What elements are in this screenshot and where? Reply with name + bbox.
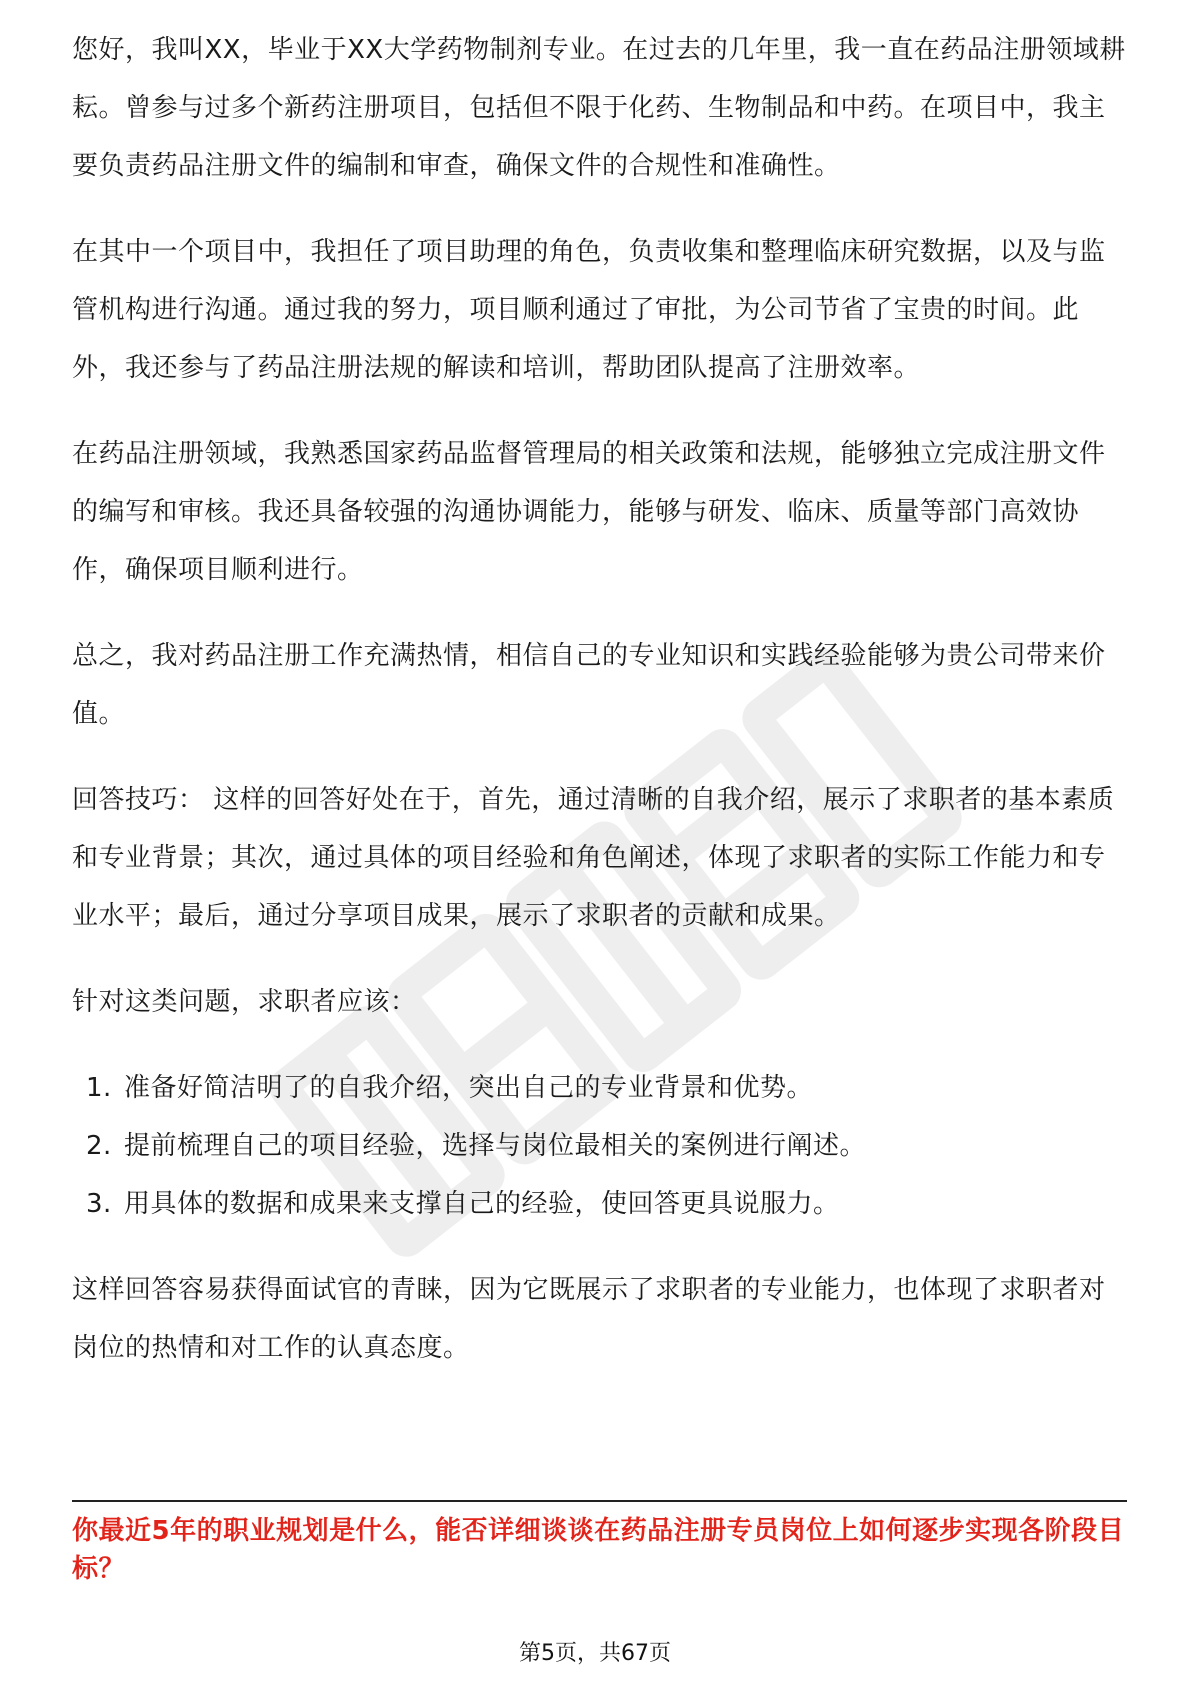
advice-list bbox=[72, 1059, 1127, 1233]
paragraph-closing: 这样回答容易获得面试官的青睐，因为它既展示了求职者的专业能力，也体现了求职者对岗位的热情和对工作的认真态度。 bbox=[72, 1275, 1106, 1363]
list-item: 3. 用具体的数据和成果来支撑自己的经验，使回答更具说服力。 bbox=[86, 1189, 840, 1219]
list-item: 2. 提前梳理自己的项目经验，选择与岗位最相关的案例进行阐述。 bbox=[86, 1131, 867, 1161]
paragraph-advice-lead: 针对这类问题，求职者应该： bbox=[72, 987, 417, 1017]
interview-question-heading: 你最近5年的职业规划是什么，能否详细谈谈在药品注册专员岗位上如何逐步实现各阶段目标？ bbox=[72, 1516, 1125, 1584]
paragraph-project-role: 在其中一个项目中，我担任了项目助理的角色，负责收集和整理临床研究数据，以及与监管机构进行沟通。通过我的努力，项目顺利通过了审批，为公司节省了宝贵的时间。此外，我还参与了药品注册法规的解读和培训，帮助团队提高了注册效率。 bbox=[72, 237, 1106, 383]
list-item: 1. 准备好简洁明了的自我介绍，突出自己的专业背景和优势。 bbox=[86, 1073, 814, 1103]
section-divider bbox=[72, 1500, 1127, 1502]
page-number: 第5页，共67页 bbox=[519, 1641, 671, 1666]
main-content bbox=[72, 0, 1127, 1405]
paragraph-expertise: 在药品注册领域，我熟悉国家药品监督管理局的相关政策和法规，能够独立完成注册文件的编写和审核。我还具备较强的沟通协调能力，能够与研发、临床、质量等部门高效协作，确保项目顺利进行。 bbox=[72, 439, 1106, 585]
paragraph-summary: 总之，我对药品注册工作充满热情，相信自己的专业知识和实践经验能够为贵公司带来价值。 bbox=[72, 641, 1106, 729]
paragraph-answer-tips: 回答技巧： 这样的回答好处在于，首先，通过清晰的自我介绍，展示了求职者的基本素质和专业背景；其次，通过具体的项目经验和角色阐述，体现了求职者的实际工作能力和专业水平；最后，通过分享项目成果，展示了求职者的贡献和成果。 bbox=[72, 785, 1115, 931]
paragraph-intro: 您好，我叫XX，毕业于XX大学药物制剂专业。在过去的几年里，我一直在药品注册领域耕耘。曾参与过多个新药注册项目，包括但不限于化药、生物制品和中药。在项目中，我主要负责药品注册文件的编制和审查，确保文件的合规性和准确性。 bbox=[72, 35, 1126, 181]
